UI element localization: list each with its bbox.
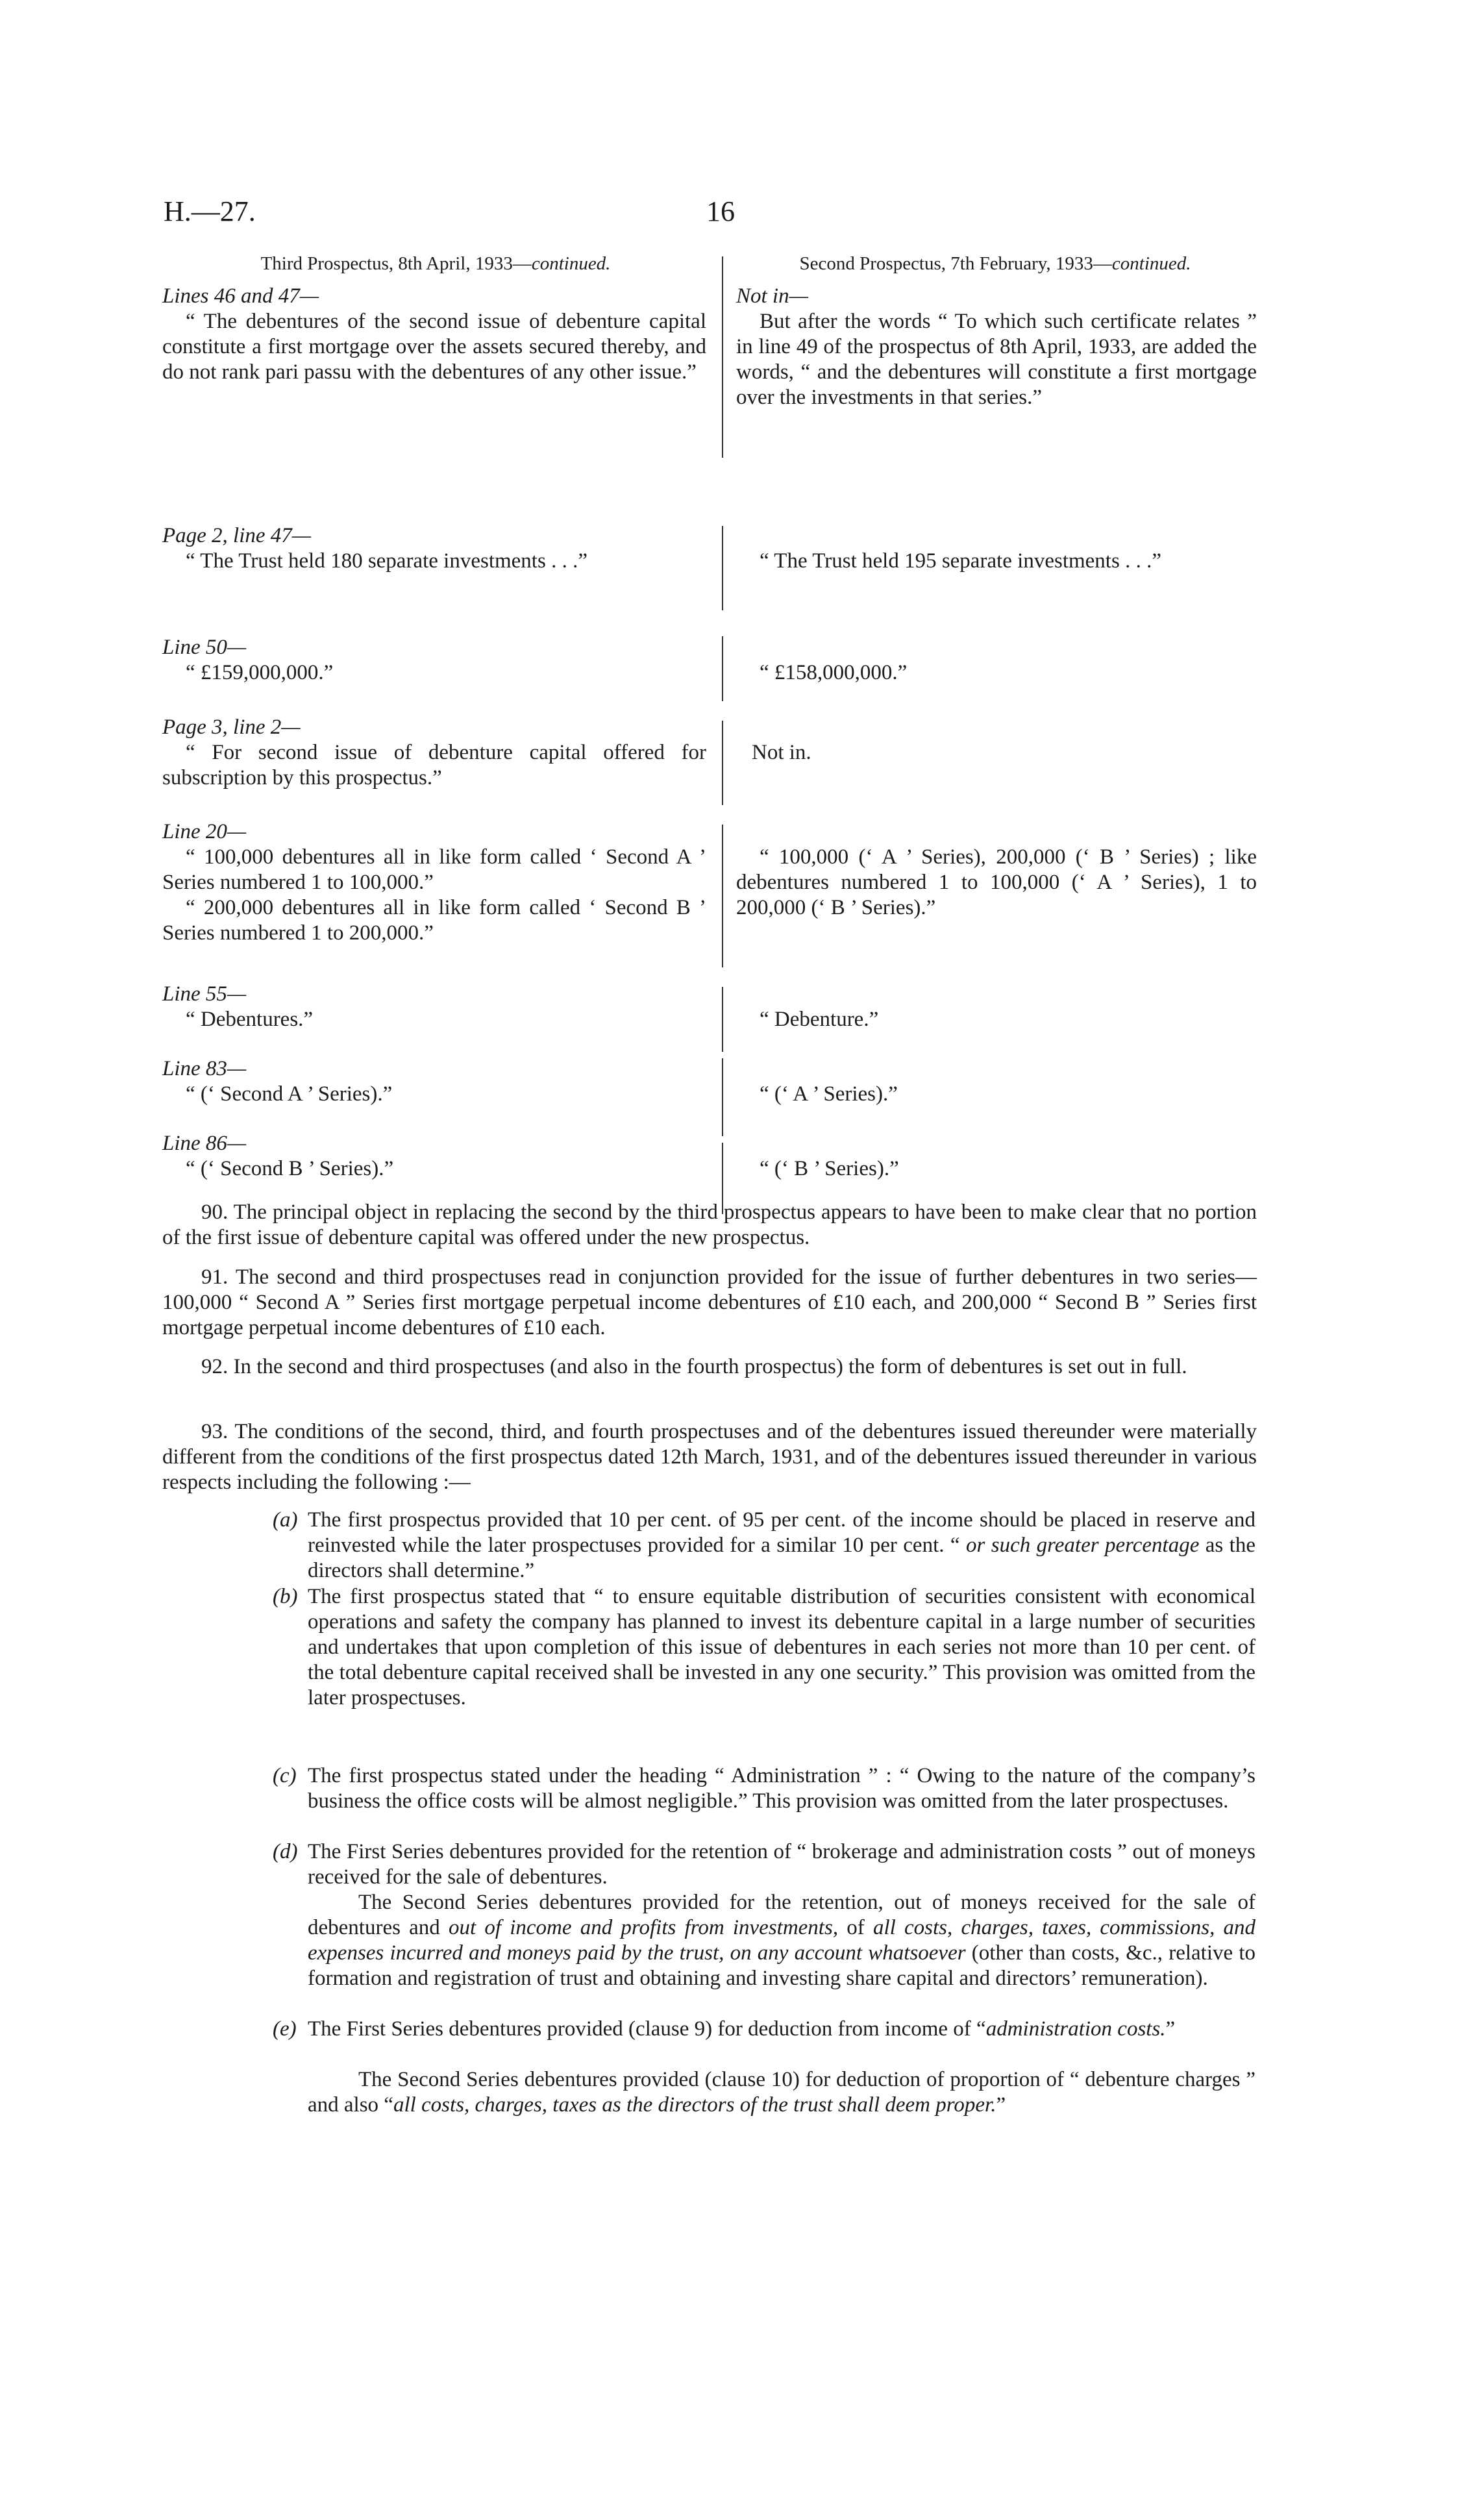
row-text: “ £158,000,000.” bbox=[760, 661, 908, 684]
comparison-row-right bbox=[752, 740, 1257, 765]
item-text: (other than costs, &c., relative to formation and registration of trust and obtaining and investing share capital and directors’ remuneration). bbox=[308, 1941, 1256, 1990]
paragraph-93: 93. The conditions of the second, third, and fourth prospectuses and of the debentures issued thereunder were materially different from the conditions of the first prospectus dated 12th March, 1931, and of the debentures issued thereunder in various respects including the following :— bbox=[162, 1420, 1257, 1494]
comparison-row-right bbox=[736, 1007, 1257, 1032]
item-marker: (a) bbox=[273, 1508, 298, 1532]
item-marker: (b) bbox=[273, 1585, 298, 1608]
row-text: But after the words “ To which such certificate relates ” in line 49 of the prospectus of 8th April, 1933, are added the words, “ and the debentures will constitute a first mortgage over the investments in that series.” bbox=[736, 310, 1257, 409]
comparison-row-left bbox=[162, 1056, 706, 1107]
column-divider bbox=[722, 721, 723, 805]
row-text: “ Debentures.” bbox=[186, 1008, 314, 1031]
item-text-italic: all costs, charges, taxes as the directors of the trust shall deem proper. bbox=[393, 2093, 996, 2117]
paragraph-92: 92. In the second and third prospectuses (and also in the fourth prospectus) the form of debentures is set out in full. bbox=[201, 1355, 1187, 1378]
column-divider bbox=[722, 825, 723, 967]
item-text: The first prospectus stated that “ to ensure equitable distribution of securities consistent with economical operations and safety the company has planned to invest its debenture capital in a large number of securities and undertakes that upon completion of this issue of debentures in each series not more than 10 per cent. of the total debenture capital received shall be invested in any one security.” This provision was omitted from the later prospectuses. bbox=[308, 1585, 1255, 1710]
page-number: 16 bbox=[706, 195, 735, 227]
comparison-row-left bbox=[162, 715, 706, 791]
comparison-row-right bbox=[736, 1156, 1257, 1182]
row-text: “ The Trust held 180 separate investments . . .” bbox=[186, 549, 587, 573]
item-text: of bbox=[847, 1916, 865, 1939]
list-item-d bbox=[273, 1839, 1255, 1890]
row-label: Line 55— bbox=[162, 982, 247, 1006]
list-item-e-continuation bbox=[308, 2067, 1255, 2118]
row-text: “ For second issue of debenture capital offered for subscription by this prospectus.” bbox=[162, 741, 706, 789]
column-divider bbox=[722, 636, 723, 701]
left-heading-continued: continued. bbox=[531, 253, 611, 274]
list-item-d-continuation bbox=[308, 1890, 1255, 1991]
item-text-italic: or such greater percentage bbox=[965, 1534, 1200, 1557]
column-divider bbox=[722, 1058, 723, 1136]
item-marker: (e) bbox=[273, 2017, 297, 2041]
item-text: ” bbox=[996, 2093, 1006, 2117]
row-text: “ The debentures of the second issue of debenture capital constitute a first mortgage over the assets secured thereby, and do not rank pari passu with the debentures of any other issue.” bbox=[162, 310, 706, 384]
row-text: “ The Trust held 195 separate investments . . .” bbox=[760, 549, 1161, 573]
comparison-row-left bbox=[162, 523, 706, 574]
row-text: “ (‘ Second B ’ Series).” bbox=[186, 1157, 394, 1180]
paragraph-90: 90. The principal object in replacing the second by the third prospectus appears to have been to make clear that no portion of the first issue of debenture capital was offered under the new prospectus. bbox=[162, 1200, 1257, 1249]
item-text: The First Series debentures provided for the retention of “ brokerage and administration costs ” out of moneys received for the sale of debentures. bbox=[308, 1840, 1255, 1889]
comparison-row-left bbox=[162, 635, 706, 686]
item-marker: (c) bbox=[273, 1764, 297, 1787]
left-heading-text: Third Prospectus, 8th April, 1933— bbox=[260, 253, 532, 274]
item-text-italic: out of income and profits from investments, bbox=[448, 1916, 839, 1939]
row-text: “ Debenture.” bbox=[760, 1008, 879, 1031]
column-divider bbox=[722, 256, 723, 458]
row-text: “ £159,000,000.” bbox=[186, 661, 334, 684]
paragraph-91: 91. The second and third prospectuses read in conjunction provided for the issue of further debentures in two series—100,000 “ Second A ” Series first mortgage perpetual income debentures of £10 each, and 200,000 “ Second B ” Series first mortgage perpetual income debentures of £10 each. bbox=[162, 1265, 1257, 1339]
list-item-e bbox=[273, 2017, 1255, 2042]
row-text: “ (‘ A ’ Series).” bbox=[760, 1082, 898, 1106]
column-divider bbox=[722, 987, 723, 1052]
comparison-row-right bbox=[736, 845, 1257, 921]
item-marker: (d) bbox=[273, 1840, 298, 1863]
list-item-a bbox=[273, 1508, 1255, 1584]
item-text: The First Series debentures provided (clause 9) for deduction from income of “ bbox=[308, 2017, 986, 2041]
row-label: Line 50— bbox=[162, 636, 247, 659]
item-text: The Second Series debentures provided (clause 10) for deduction of proportion of “ debenture charges ” and also “ bbox=[308, 2068, 1255, 2117]
item-text-italic: all costs, charges, taxes, commissions, and expenses incurred and moneys paid by the trust, on any account whatsoever bbox=[308, 1916, 1256, 1965]
right-column-heading bbox=[734, 253, 1257, 275]
row-text: “ (‘ Second A ’ Series).” bbox=[186, 1082, 393, 1106]
row-label: Lines 46 and 47— bbox=[162, 284, 319, 308]
comparison-row-right bbox=[736, 284, 1257, 410]
comparison-row-right bbox=[736, 660, 1257, 686]
comparison-row-left bbox=[162, 819, 706, 946]
item-text: as the directors shall determine.” bbox=[308, 1534, 1255, 1582]
row-text: “ 200,000 debentures all in like form called ‘ Second B ’ Series numbered 1 to 200,000.” bbox=[162, 896, 706, 945]
list-item-c bbox=[273, 1763, 1255, 1814]
item-text: The first prospectus provided that 10 per cent. of 95 per cent. of the income should be placed in reserve and reinvested while the later prospectuses provided for a similar 10 per cent. “ bbox=[308, 1508, 1255, 1557]
row-text: “ 100,000 debentures all in like form called ‘ Second A ’ Series numbered 1 to 100,000.” bbox=[162, 845, 706, 894]
row-label: Line 86— bbox=[162, 1132, 247, 1155]
comparison-row-left bbox=[162, 1131, 706, 1182]
column-divider bbox=[722, 526, 723, 610]
row-text: Not in. bbox=[752, 741, 811, 764]
item-text: The Second Series debentures provided for the retention, out of moneys received for the sale of debentures and bbox=[308, 1891, 1255, 1939]
comparison-row-right bbox=[736, 1082, 1257, 1107]
row-label: Line 20— bbox=[162, 820, 247, 843]
item-text-italic: administration costs. bbox=[985, 2017, 1166, 2041]
list-item-b bbox=[273, 1584, 1255, 1711]
row-text: “ 100,000 (‘ A ’ Series), 200,000 (‘ B ’ Series) ; like debentures numbered 1 to 100,000 (‘ A ’ Series), 1 to 200,000 (‘ B ’ Series).” bbox=[736, 845, 1257, 919]
item-text: The first prospectus stated under the heading “ Administration ” : “ Owing to the nature of the company’s business the office costs will be almost negligible.” This provision was omitted from the later prospectuses. bbox=[308, 1764, 1255, 1813]
row-text: “ (‘ B ’ Series).” bbox=[760, 1157, 899, 1180]
document-reference: H.—27. bbox=[164, 195, 256, 227]
comparison-row-left bbox=[162, 982, 706, 1032]
left-column-heading bbox=[162, 253, 709, 275]
row-label: Page 2, line 47— bbox=[162, 524, 312, 547]
row-label: Line 83— bbox=[162, 1057, 247, 1080]
comparison-row-right bbox=[736, 549, 1257, 574]
row-label: Not in— bbox=[736, 284, 808, 308]
item-text: ” bbox=[1165, 2017, 1176, 2041]
right-heading-text: Second Prospectus, 7th February, 1933— bbox=[799, 253, 1112, 274]
comparison-row-left bbox=[162, 284, 706, 385]
right-heading-continued: continued. bbox=[1111, 253, 1191, 274]
row-label: Page 3, line 2— bbox=[162, 715, 301, 739]
